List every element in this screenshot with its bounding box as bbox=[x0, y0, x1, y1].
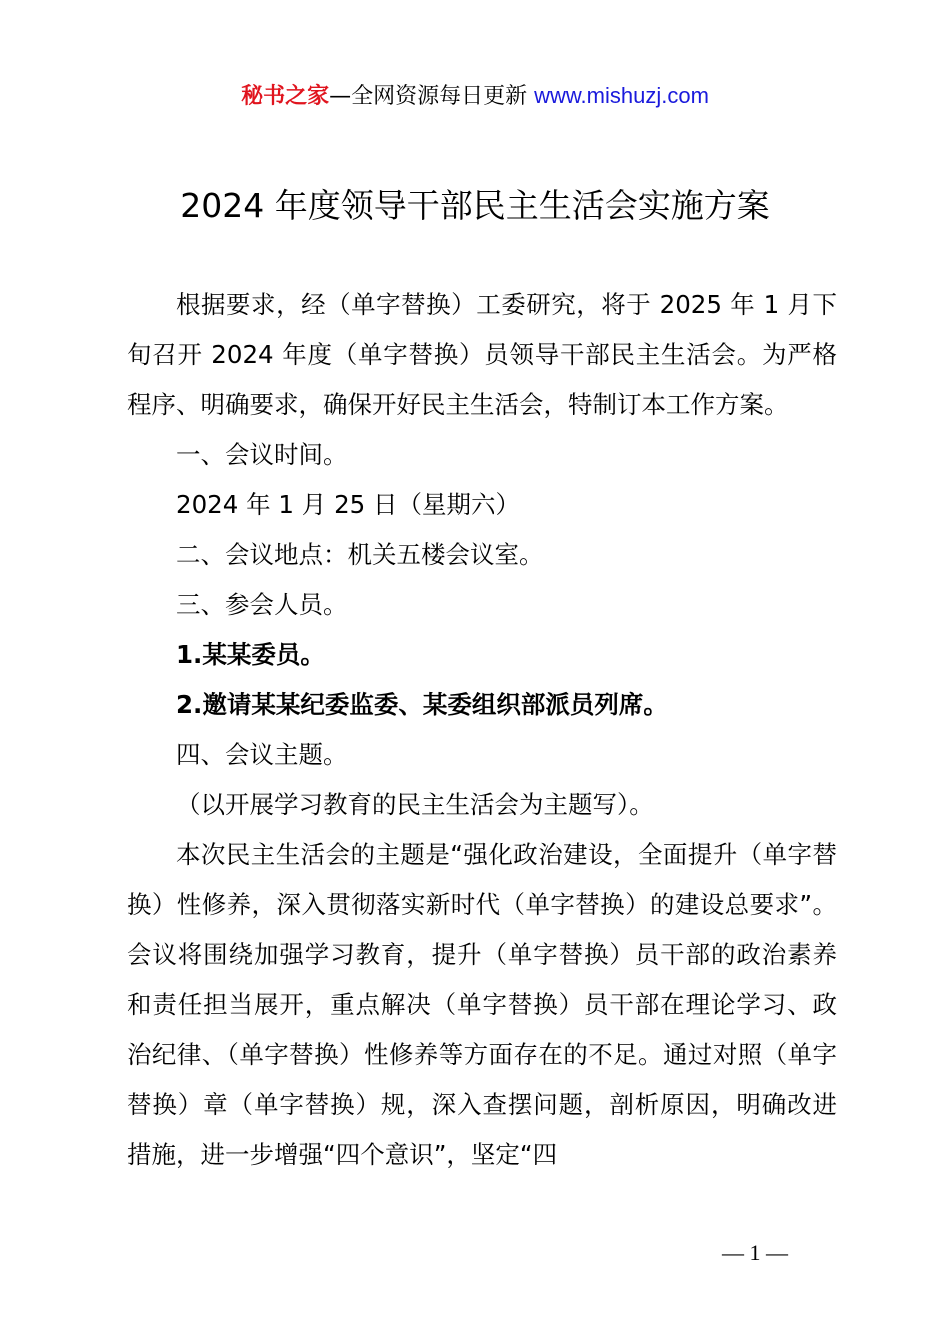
attendee-item-2: 2.邀请某某纪委监委、某委组织部派员列席。 bbox=[176, 690, 668, 719]
intro-paragraph: 根据要求，经（单字替换）工委研究，将于 2025 年 1 月下旬召开 2024 年度（单字替换）员领导干部民主生活会。为严格程序、明确要求，确保开好民主生活会，特制订本工作方案。 bbox=[127, 290, 837, 419]
site-banner bbox=[0, 80, 950, 113]
brand-name: 秘书之家 bbox=[241, 84, 330, 109]
document-title: 2024 年度领导干部民主生活会实施方案 bbox=[180, 186, 770, 225]
banner-tagline: —全网资源每日更新 bbox=[329, 84, 535, 109]
section-heading-location: 二、会议地点：机关五楼会议室。 bbox=[176, 540, 544, 569]
theme-paragraph: 本次民主生活会的主题是“强化政治建设，全面提升（单字替换）性修养，深入贯彻落实新时代（单字替换）的建设总要求”。会议将围绕加强学习教育，提升（单字替换）员干部的政治素养和责任担当展开，重点解决（单字替换）员干部在理论学习、政治纪律、（单字替换）性修养等方面存在的不足。通过对照（单字替换）章（单字替换）规，深入查摆问题，剖析原因，明确改进措施，进一步增强“四个意识”，坚定“四 bbox=[127, 840, 837, 1169]
section-heading-attendees: 三、参会人员。 bbox=[176, 590, 348, 619]
section-heading-time: 一、会议时间。 bbox=[176, 440, 348, 469]
section-heading-theme: 四、会议主题。 bbox=[176, 740, 348, 769]
document-body bbox=[127, 280, 837, 1180]
meeting-date: 2024 年 1 月 25 日（星期六） bbox=[176, 490, 521, 519]
site-url-link[interactable]: www.mishuzj.com bbox=[534, 83, 709, 108]
theme-note: （以开展学习教育的民主生活会为主题写）。 bbox=[176, 790, 654, 819]
attendee-item-1: 1.某某委员。 bbox=[176, 640, 325, 669]
page-number: — 1 — bbox=[722, 1240, 788, 1265]
